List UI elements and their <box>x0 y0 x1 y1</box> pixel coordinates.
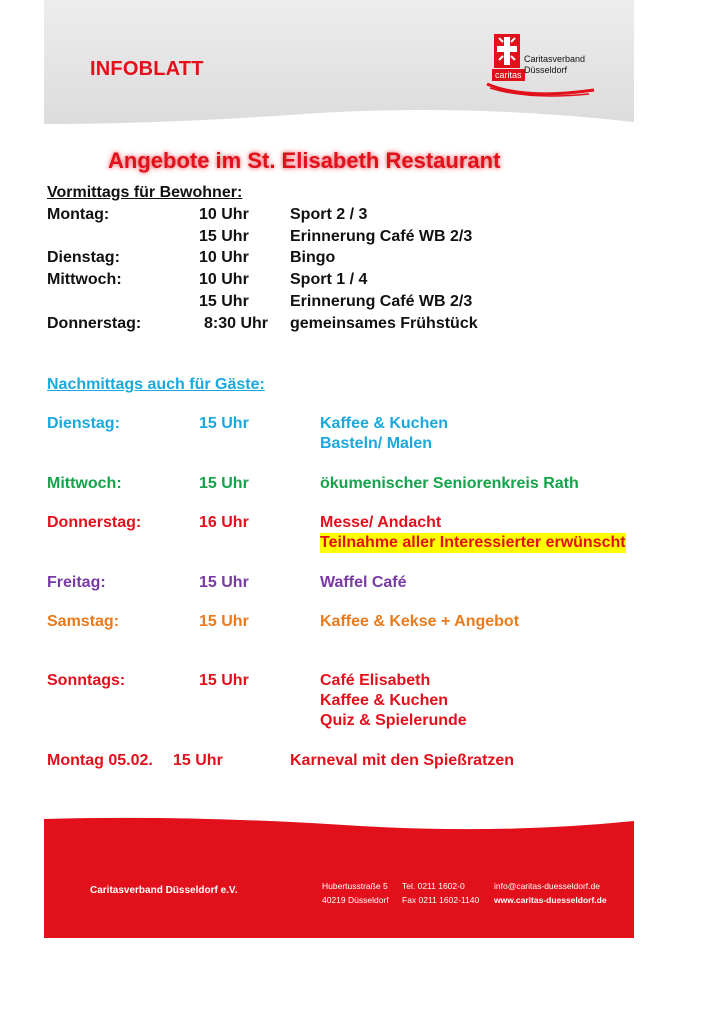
afternoon-time: 15 Uhr <box>199 415 249 432</box>
afternoon-day: Freitag: <box>47 574 106 591</box>
morning-day: Montag: <box>47 206 110 223</box>
footer-contact <box>494 879 607 907</box>
afternoon-activity: Kaffee & Kuchen <box>320 692 449 709</box>
morning-day: Donnerstag: <box>47 315 142 332</box>
afternoon-activity: Kaffee & Kuchen <box>320 415 449 432</box>
special-activity: Karneval mit den Spießratzen <box>290 752 515 769</box>
afternoon-heading: Nachmittags auch für Gäste: <box>47 376 265 393</box>
afternoon-time: 16 Uhr <box>199 514 249 531</box>
special-time: 15 Uhr <box>173 752 223 769</box>
logo-org-name: Caritasverband Düsseldorf <box>524 54 586 75</box>
afternoon-time: 15 Uhr <box>199 613 249 630</box>
morning-activity: gemeinsames Frühstück <box>290 315 478 332</box>
footer-address: Hubertusstraße 5 40219 Düsseldorf <box>322 881 389 905</box>
morning-time: 10 Uhr <box>199 271 249 288</box>
highlighted-notice: Teilnahme aller Interessierter erwünscht <box>320 534 626 551</box>
morning-time: 10 Uhr <box>199 206 249 223</box>
afternoon-day: Dienstag: <box>47 415 120 432</box>
morning-time: 15 Uhr <box>199 293 249 310</box>
document-label: INFOBLATT <box>90 58 204 80</box>
afternoon-day: Samstag: <box>47 613 120 630</box>
afternoon-day: Donnerstag: <box>47 514 142 531</box>
morning-time: 15 Uhr <box>199 228 249 245</box>
footer-email[interactable]: info@caritas-duesseldorf.de <box>494 881 600 891</box>
morning-time: 10 Uhr <box>199 249 249 266</box>
afternoon-day: Mittwoch: <box>47 475 122 492</box>
morning-activity: Erinnerung Café WB 2/3 <box>290 293 473 310</box>
footer-band <box>44 815 634 938</box>
afternoon-day: Sonntags: <box>47 672 126 689</box>
footer-org-name: Caritasverband Düsseldorf e.V. <box>90 885 238 896</box>
afternoon-activity: Café Elisabeth <box>320 672 431 689</box>
logo-swoosh <box>484 76 599 98</box>
morning-time: 8:30 Uhr <box>204 315 269 332</box>
afternoon-time: 15 Uhr <box>199 574 249 591</box>
special-date: Montag 05.02. <box>47 752 153 769</box>
afternoon-activity: Messe/ Andacht <box>320 514 442 531</box>
afternoon-activity: Kaffee & Kekse + Angebot <box>320 613 520 630</box>
afternoon-activity: ökumenischer Seniorenkreis Rath <box>320 475 579 492</box>
morning-day: Dienstag: <box>47 249 120 266</box>
caritas-logo <box>484 32 604 102</box>
caritas-cross-icon <box>494 34 520 68</box>
page-title: Angebote im St. Elisabeth Restaurant <box>108 148 501 173</box>
afternoon-activity: Basteln/ Malen <box>320 435 433 452</box>
morning-day: Mittwoch: <box>47 271 122 288</box>
morning-activity: Erinnerung Café WB 2/3 <box>290 228 473 245</box>
afternoon-time: 15 Uhr <box>199 672 249 689</box>
morning-heading: Vormittags für Bewohner: <box>47 184 243 201</box>
footer-phone: Tel. 0211 1602-0 Fax 0211 1602-1140 <box>402 881 480 905</box>
afternoon-activity: Quiz & Spielerunde <box>320 712 467 729</box>
afternoon-activity: Waffel Café <box>320 574 407 591</box>
morning-activity: Sport 2 / 3 <box>290 206 368 223</box>
morning-activity: Bingo <box>290 249 336 266</box>
afternoon-time: 15 Uhr <box>199 475 249 492</box>
logo-brand-text: caritas <box>492 69 525 81</box>
morning-activity: Sport 1 / 4 <box>290 271 368 288</box>
footer-website[interactable]: www.caritas-duesseldorf.de <box>494 895 607 905</box>
